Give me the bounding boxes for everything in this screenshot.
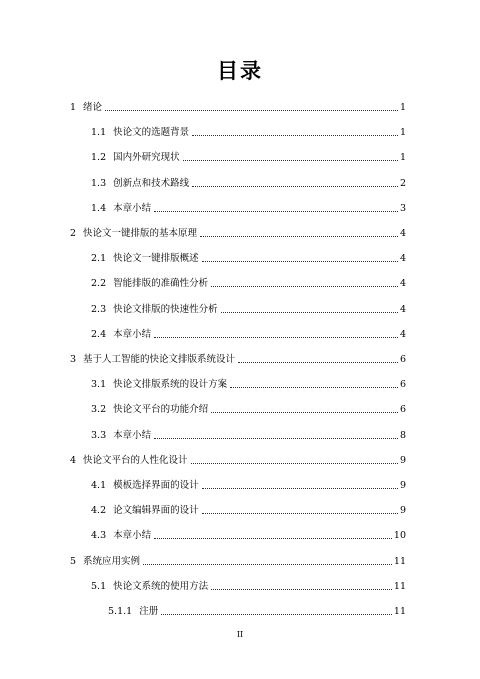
toc-entry-page: 8: [399, 429, 406, 441]
toc-entry[interactable]: [91, 325, 406, 341]
toc-entry[interactable]: [91, 300, 406, 316]
toc-dot-leader: [192, 135, 398, 136]
toc-entry-number: 4: [70, 454, 77, 466]
toc-entry-page: 4: [399, 303, 406, 315]
toc-entry-page: 11: [393, 606, 406, 617]
toc-entry[interactable]: [91, 577, 406, 593]
toc-dot-leader: [221, 312, 398, 313]
toc-entry[interactable]: [91, 501, 406, 517]
toc-entry-number: 2: [70, 228, 77, 239]
toc-entry-number: 2.2: [91, 278, 107, 290]
toc-entry[interactable]: [91, 148, 406, 164]
toc-entry-title: 智能排版的准确性分析: [113, 278, 209, 290]
toc-entry-page: 6: [399, 404, 406, 416]
toc-entry[interactable]: [91, 526, 406, 542]
toc-entry-page: 3: [399, 202, 406, 214]
toc-entry-title: 快论文平台的功能介绍: [113, 404, 209, 416]
toc-entry-number: 1: [70, 102, 77, 113]
toc-dot-leader: [191, 463, 398, 464]
toc-entry-number: 1.1: [91, 127, 107, 139]
toc-entry-title: 模板选择界面的设计: [113, 480, 199, 491]
toc-dot-leader: [202, 261, 398, 262]
toc-entry-title: 本章小结: [113, 202, 152, 214]
toc-entry-title: 系统应用实例: [83, 555, 141, 567]
toc-entry-title: 注册: [139, 606, 159, 617]
toc-entry-number: 1.4: [91, 202, 107, 214]
toc-entry[interactable]: [91, 174, 406, 190]
toc-entry-title: 快论文平台的人性化设计: [83, 454, 188, 466]
toc-dot-leader: [200, 236, 398, 237]
toc-entry[interactable]: [70, 451, 406, 467]
toc-entry[interactable]: [108, 602, 406, 618]
toc-entry-title: 快论文排版的快速性分析: [113, 303, 218, 315]
toc-entry-page: 9: [399, 480, 406, 491]
toc-entry-page: 4: [399, 328, 406, 340]
toc-dot-leader: [211, 589, 392, 590]
toc-dot-leader: [154, 211, 398, 212]
toc-dot-leader: [154, 337, 398, 338]
toc-dot-leader: [202, 513, 398, 514]
toc-entry-number: 2.4: [91, 328, 107, 340]
page-number: II: [236, 630, 244, 639]
toc-entry-page: 11: [393, 580, 406, 592]
toc-entry-page: 9: [399, 454, 406, 466]
toc-entry-title: 基于人工智能的快论文排版系统设计: [83, 354, 236, 365]
toc-entry-title: 本章小结: [113, 429, 152, 441]
toc-entry-number: 5.1.1: [108, 606, 133, 617]
toc-entry-page: 4: [399, 228, 406, 239]
toc-entry-number: 4.1: [91, 480, 107, 491]
toc-dot-leader: [161, 614, 392, 615]
toc-entry-title: 国内外研究现状: [113, 152, 180, 164]
toc-entry-page: 4: [399, 253, 406, 265]
toc-entry-number: 4.2: [91, 505, 107, 517]
toc-dot-leader: [105, 110, 398, 111]
toc-entry[interactable]: [91, 199, 406, 215]
toc-entry-page: 1: [399, 152, 406, 164]
toc-entry[interactable]: [91, 426, 406, 442]
toc-entry-number: 3.1: [91, 379, 107, 391]
toc-entry-number: 3.3: [91, 429, 107, 441]
toc-entry-title: 快论文一键排版的基本原理: [83, 228, 198, 239]
toc-dot-leader: [154, 538, 392, 539]
toc-entry-title: 快论文排版系统的设计方案: [113, 379, 228, 391]
toc-entry-number: 5: [70, 555, 77, 567]
toc-entry-page: 9: [399, 505, 406, 517]
toc-entry-number: 2.1: [91, 253, 107, 265]
toc-entry[interactable]: [70, 224, 406, 240]
toc-entry-number: 5.1: [91, 580, 107, 592]
toc-entry-page: 2: [399, 177, 406, 189]
toc-entry[interactable]: [91, 123, 406, 139]
toc-dot-leader: [238, 362, 398, 363]
toc-entry-page: 1: [399, 127, 406, 139]
toc-entry[interactable]: [70, 98, 406, 114]
toc-entry[interactable]: [70, 552, 406, 568]
toc-entry-title: 本章小结: [113, 530, 152, 542]
toc-entry[interactable]: [91, 476, 406, 492]
toc-entry-title: 快论文的选题背景: [113, 127, 190, 139]
toc-entry-page: 6: [399, 379, 406, 391]
toc-entry-title: 快论文系统的使用方法: [113, 580, 209, 592]
toc-entry-page: 6: [399, 354, 406, 365]
toc-dot-leader: [211, 286, 398, 287]
toc-entry-number: 3.2: [91, 404, 107, 416]
toc-entry-title: 创新点和技术路线: [113, 177, 190, 189]
toc-entry[interactable]: [91, 400, 406, 416]
toc-entry[interactable]: [91, 274, 406, 290]
toc-entry-page: 11: [393, 555, 406, 567]
toc-entry-number: 3: [70, 354, 77, 365]
toc-entry[interactable]: [91, 249, 406, 265]
toc-entry-number: 1.2: [91, 152, 107, 164]
toc-entry-page: 4: [399, 278, 406, 290]
page-title: 目录: [217, 59, 263, 83]
toc-dot-leader: [154, 438, 398, 439]
toc-entry[interactable]: [91, 375, 406, 391]
toc-entry-number: 1.3: [91, 177, 107, 189]
toc-entry[interactable]: [70, 350, 406, 366]
toc-entry-title: 本章小结: [113, 328, 152, 340]
toc-dot-leader: [192, 186, 398, 187]
toc-entry-title: 快论文一键排版概述: [113, 253, 199, 265]
toc-entry-page: 10: [393, 530, 406, 542]
toc-entry-number: 4.3: [91, 530, 107, 542]
toc-dot-leader: [143, 564, 392, 565]
toc-entry-page: 1: [399, 102, 406, 113]
toc-dot-leader: [183, 160, 398, 161]
toc-entry-title: 绪论: [83, 102, 103, 113]
toc-dot-leader: [211, 412, 398, 413]
toc-entry-title: 论文编辑界面的设计: [113, 505, 199, 517]
toc-dot-leader: [202, 488, 398, 489]
toc-dot-leader: [230, 387, 398, 388]
toc-entry-number: 2.3: [91, 303, 107, 315]
